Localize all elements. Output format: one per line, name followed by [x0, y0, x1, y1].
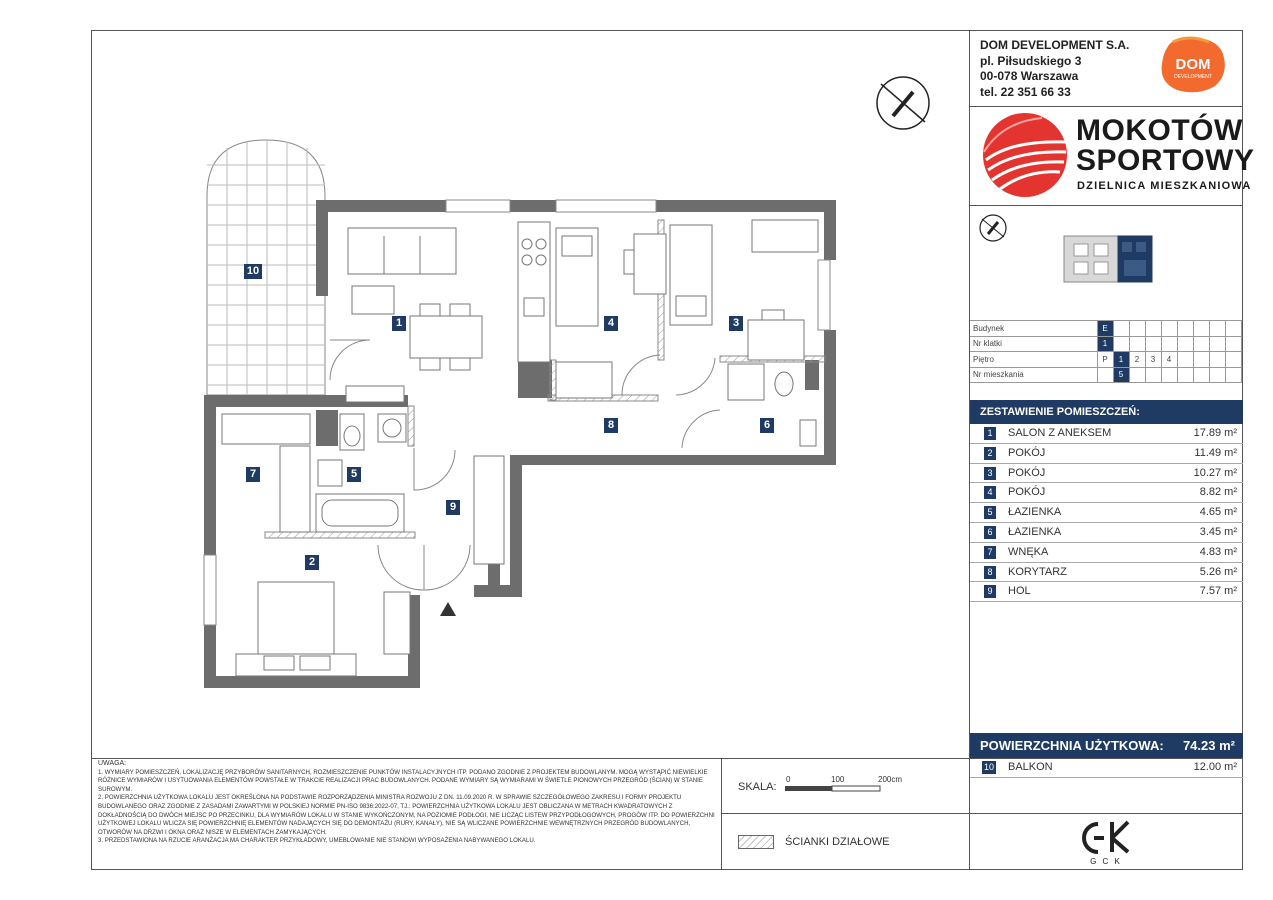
company-street: pl. Piłsudskiego 3: [980, 53, 1082, 68]
plan-label-1: 1: [392, 316, 406, 331]
info-cell: 1: [1097, 336, 1113, 352]
total-area-bar: [970, 733, 1243, 758]
company-name: DOM DEVELOPMENT S.A.: [980, 38, 1130, 52]
info-cell: [1161, 321, 1177, 337]
info-row-label: Budynek: [970, 321, 1097, 337]
room-name: WNĘKA: [1008, 545, 1049, 558]
scale-tick-100: 100: [831, 775, 845, 784]
info-cell: [1145, 367, 1161, 383]
room-area: 4.83 m²: [1199, 545, 1237, 558]
project-subtitle: DZIELNICA MIESZKANIOWA: [1077, 180, 1252, 192]
info-cell: [1129, 367, 1145, 383]
info-cell: [1209, 321, 1225, 337]
info-cell: [1225, 367, 1241, 383]
room-number: 6: [984, 526, 996, 539]
info-cell: [1193, 336, 1209, 352]
room-area: 7.57 m²: [1199, 585, 1237, 598]
room-name: POKÓJ: [1008, 486, 1046, 499]
room-name: SALON Z ANEKSEM: [1008, 427, 1112, 439]
plan-label-2: 2: [305, 555, 319, 570]
room-name: POKÓJ: [1008, 446, 1046, 459]
notes-heading: UWAGA:: [98, 760, 127, 767]
dom-logo-text: DOM: [1175, 56, 1211, 73]
company-city: 00-078 Warszawa: [980, 69, 1079, 83]
total-area-label: POWIERZCHNIA UŻYTKOWA:: [980, 738, 1164, 753]
info-row: [970, 321, 1241, 337]
info-cell: [1209, 367, 1225, 383]
balcony-number: 10: [983, 762, 994, 772]
scale-bar: [785, 785, 881, 793]
room-row: [970, 543, 1243, 563]
room-row: [970, 523, 1243, 543]
info-cell: [1193, 321, 1209, 337]
room-area: 10.27 m²: [1193, 466, 1237, 479]
total-area-value: 74.23 m²: [1182, 738, 1235, 753]
info-cell: [1225, 336, 1241, 352]
plan-label-5: 5: [347, 467, 361, 482]
project-title-line1: MOKOTÓW: [1076, 114, 1243, 147]
info-cell: [1129, 336, 1145, 352]
room-row: [970, 582, 1243, 602]
divider: [970, 813, 1243, 814]
info-cell: [1225, 352, 1241, 368]
divider: [970, 205, 1243, 206]
info-cell: 1: [1113, 352, 1129, 368]
note-item: 3. PRZEDSTAWIONA NA RZUCIE ARANŻACJA MA CHARAKTER PRZYKŁADOWY, UMEBLOWANIE NIE STANOWI WYPOSAŻENIA NABYWANEGO LOKALU.: [98, 837, 536, 845]
room-number: 7: [984, 546, 996, 559]
gck-logo: [1076, 818, 1136, 866]
room-row: [970, 503, 1243, 523]
rooms-list: [970, 424, 1243, 602]
info-cell: 2: [1129, 352, 1145, 368]
partition-legend-label: ŚCIANKI DZIAŁOWE: [785, 836, 890, 848]
note-item: 1. WYMIARY POMIESZCZEŃ, LOKALIZACJĘ PRZYBORÓW SANITARNYCH, ROZMIESZCZENIE PUNKTÓW INSTALACYJNYCH ITP. PODANO ZGODNIE Z PROJEKTEM BUDOWLANYM. MOGĄ WYSTĄPIĆ NIEWIELKIE RÓŻNICE WYMIARÓW I USYTUOWANIA ELEMENTÓW POWSTAŁE W TRAKCIE REALIZACJI PRAC BUDOWLANYCH. PODANE WYMIARY SĄ WYMIARAMI W ŚWIETLE PIONOWYCH PRZEGRÓD (ŚCIAN) W STANIE SUROWYM.: [98, 768, 708, 793]
info-cell: [1161, 367, 1177, 383]
building-key-plan: [1060, 230, 1156, 288]
info-cell: 4: [1161, 352, 1177, 368]
notes: [98, 760, 715, 846]
room-row: [970, 464, 1243, 484]
apartment-info-table: [970, 320, 1242, 383]
room-area: 8.82 m²: [1199, 486, 1237, 499]
room-area: 3.45 m²: [1199, 525, 1237, 538]
room-area: 17.89 m²: [1193, 427, 1237, 439]
info-row: [970, 352, 1241, 368]
scale-label: SKALA:: [738, 781, 777, 793]
project-title: [1076, 116, 1254, 176]
room-name: ŁAZIENKA: [1008, 506, 1062, 519]
plan-label-6: 6: [760, 418, 774, 433]
room-number: 2: [984, 447, 996, 460]
info-cell: [1177, 336, 1193, 352]
floor-plan: [92, 31, 968, 758]
room-number: 9: [984, 585, 996, 598]
room-row: [970, 483, 1243, 503]
room-row: [970, 444, 1243, 464]
divider: [721, 759, 722, 869]
room-name: ŁAZIENKA: [1008, 525, 1062, 538]
room-area: 5.26 m²: [1199, 565, 1237, 578]
dom-development-logo: [1159, 36, 1227, 94]
info-row: [970, 367, 1241, 383]
scale-tick-200: 200cm: [878, 775, 903, 784]
info-row-label: Nr klatki: [970, 336, 1097, 352]
divider: [722, 813, 969, 814]
info-cell: [1145, 321, 1161, 337]
rooms-heading: ZESTAWIENIE POMIESZCZEŃ:: [970, 400, 1243, 424]
room-area: 11.49 m²: [1194, 446, 1237, 459]
company-phone: tel. 22 351 66 33: [980, 84, 1071, 99]
room-name: HOL: [1008, 585, 1031, 598]
room-name: POKÓJ: [1008, 466, 1046, 479]
info-cell: [1161, 336, 1177, 352]
plan-label-7: 7: [246, 467, 260, 482]
info-cell: [1193, 367, 1209, 383]
info-cell: P: [1097, 352, 1113, 368]
balcony: [207, 140, 325, 395]
info-cell: [1113, 336, 1129, 352]
gck-logo-text: G C K: [1090, 857, 1122, 866]
entrance-arrow-icon: [440, 602, 456, 616]
info-cell: [1225, 321, 1241, 337]
info-cell: E: [1097, 321, 1113, 337]
room-number: 5: [984, 506, 996, 519]
info-cell: [1129, 321, 1145, 337]
room-area: 4.65 m²: [1199, 506, 1237, 519]
note-item: 2. POWIERZCHNIA UŻYTKOWA LOKALU JEST OKREŚLONA NA PODSTAWIE ROZPORZĄDZENIA MINISTRA ROZWOJU Z DN. 11.09.2020 R. W SPRAWIE SZCZEGÓŁOWEGO ZAKRESU I FORMY PROJEKTU BUDOWLANEGO ORAZ ZGODNIE Z ZASADAMI ZAWARTYMI W POLSKIEJ NORMIE PN-ISO 9836:2022-07, TJ.: POWIERZCHNIA UŻYTKOWA LOKALU JEST OBLICZANA W METRACH KWADRATOWYCH Z DOKŁADNOŚCIĄ DO DWÓCH MIEJSC PO PRZECINKU, DLA WYMIARÓW LOKALU W STANIE WYKOŃCZONYM, NA POZIOMIE PODŁOGI, NIE LICZĄC LISTEW PRZYPODŁOGOWYCH, PROGÓW ITP. DO POWIERZCHNI UŻYTKOWEJ LOKALU WLICZA SIĘ POWIERZCHNIĘ ELEMENTÓW NADAJĄCYCH SIĘ DO DEMONTAŻU (RURY, KANAŁY), NIE SĄ WLICZANE POWIERZCHNIE WEWNĘTRZNYCH PRZEGRÓD BUDOWLANYCH, OTWORÓW NA DRZWI I OKNA ORAZ NISZE W ELEMENTACH ZAMYKAJĄCYCH.: [98, 794, 715, 836]
small-compass-icon: [978, 213, 1008, 243]
plan-label-3: 3: [729, 316, 743, 331]
balcony-name: BALKON: [1008, 761, 1053, 773]
dom-logo-subtext: DEVELOPMENT: [1174, 74, 1212, 80]
balcony-area: 12.00 m²: [1193, 761, 1237, 773]
info-cell: 5: [1113, 367, 1129, 383]
balcony-row: [970, 759, 1243, 778]
info-row: [970, 336, 1241, 352]
room-row: [970, 424, 1243, 444]
info-cell: [1177, 352, 1193, 368]
north-compass-icon: [877, 77, 929, 129]
room-name: KORYTARZ: [1008, 565, 1067, 578]
plan-label-10: 10: [244, 264, 262, 279]
info-row-label: Piętro: [970, 352, 1097, 368]
info-cell: [1177, 367, 1193, 383]
scale-tick-0: 0: [786, 775, 791, 784]
plan-label-4: 4: [604, 316, 618, 331]
info-cell: [1177, 321, 1193, 337]
info-cell: [1097, 367, 1113, 383]
info-row-label: Nr mieszkania: [970, 367, 1097, 383]
info-cell: [1209, 336, 1225, 352]
room-number: 4: [984, 486, 996, 499]
room-number: 3: [984, 467, 996, 480]
room-number: 8: [984, 566, 996, 579]
info-cell: 3: [1145, 352, 1161, 368]
divider: [970, 106, 1243, 107]
room-number: 1: [984, 427, 996, 440]
mokotow-sportowy-logo-icon: [982, 112, 1068, 198]
info-cell: [1145, 336, 1161, 352]
info-cell: [1113, 321, 1129, 337]
info-cell: [1193, 352, 1209, 368]
info-cell: [1209, 352, 1225, 368]
plan-label-9: 9: [446, 500, 460, 515]
project-title-line2: SPORTOWY: [1076, 144, 1255, 177]
room-row: [970, 563, 1243, 583]
partition-hatch-icon: [738, 835, 774, 849]
plan-label-8: 8: [604, 418, 618, 433]
company-info: [980, 38, 1129, 100]
